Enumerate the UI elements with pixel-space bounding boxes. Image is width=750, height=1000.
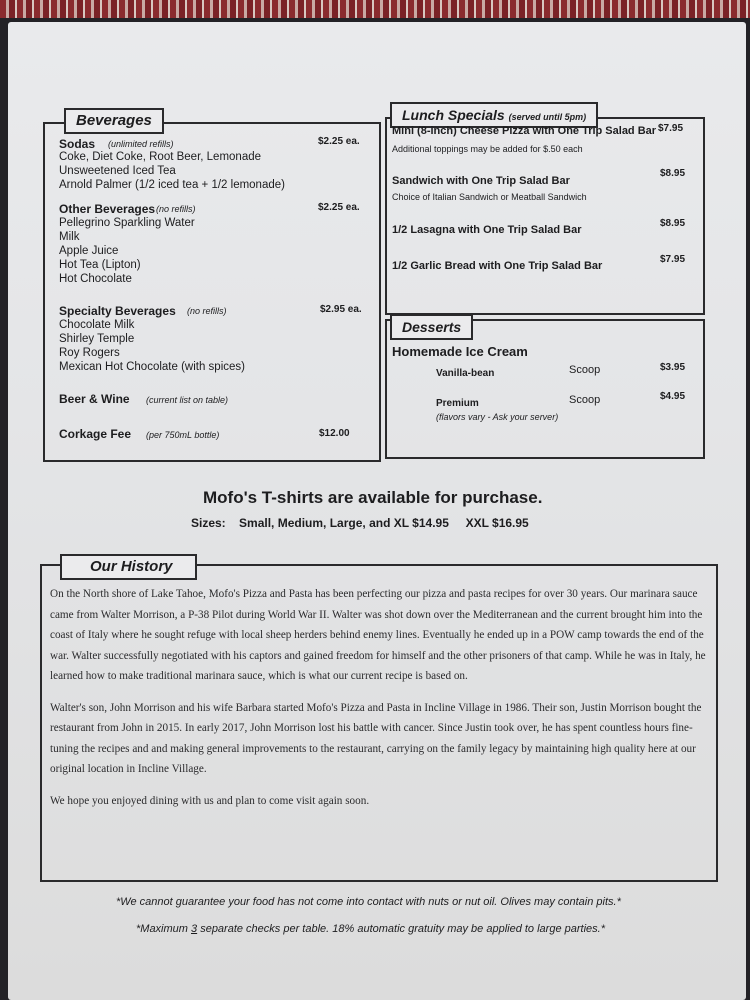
- list-item: Hot Tea (Lipton): [59, 259, 141, 271]
- list-item: Hot Chocolate: [59, 273, 132, 285]
- lunch-item-description: Additional toppings may be added for $.50 each: [392, 144, 583, 154]
- tshirts-sizes: [191, 516, 529, 530]
- desserts-title-text: Desserts: [402, 319, 462, 335]
- corkage-fee-price: $12.00: [319, 428, 350, 439]
- list-item: Chocolate Milk: [59, 319, 135, 331]
- dessert-item-note: (flavors vary - Ask your server): [436, 412, 559, 422]
- beer-wine-note: (current list on table): [146, 395, 229, 405]
- lunch-item-name: Sandwich with One Trip Salad Bar: [392, 175, 570, 187]
- lunch-item-price: $8.95: [660, 218, 686, 229]
- specialty-beverages-note: (no refills): [187, 306, 227, 316]
- beverages-title-text: Beverages: [76, 112, 152, 129]
- lunch-specials-note: (served until 5pm): [508, 112, 587, 122]
- tshirts-sizes-label: Sizes:: [191, 516, 226, 530]
- lunch-item-description: Choice of Italian Sandwich or Meatball Sandwich: [392, 192, 587, 202]
- corkage-fee-name: Corkage Fee: [59, 427, 132, 441]
- lunch-specials-title-text: Lunch Specials: [402, 107, 505, 123]
- lunch-item-name: Mini (8-inch) Cheese Pizza with One Trip Salad Bar: [392, 125, 657, 137]
- checks-disclaimer: [136, 923, 605, 935]
- beverages-title: [64, 108, 164, 134]
- nuts-disclaimer: *We cannot guarantee your food has not come into contact with nuts or nut oil. Olives may contain pits.*: [116, 896, 621, 908]
- lunch-item-name: 1/2 Lasagna with One Trip Salad Bar: [392, 224, 582, 236]
- history-title: [60, 554, 197, 580]
- sodas-name: Sodas: [59, 137, 96, 151]
- tshirts-sizes-xxl: XXL $16.95: [465, 516, 529, 530]
- history-paragraph: We hope you enjoyed dining with us and plan to come visit again soon.: [50, 794, 370, 807]
- lunch-item-price: $7.95: [658, 123, 684, 134]
- other-beverages-note: (no refills): [156, 204, 196, 214]
- history-paragraph: On the North shore of Lake Tahoe, Mofo's Pizza and Pasta has been perfecting our pizza and pasta recipes for over 30 years. Our marinara sauce came from Walter Morrison, a P-38 Pilot during World War II. Walter was shot down over the Mediterranean and the current brought him into the coast of Italy where he sought refuge with local sheep herders behind enemy lines. Eventually he ended up in a POW camp towards the end of the war. Walter successfully negotiated with his captors and gained freedom for himself and the other prisoners of that camp. While he was in Italy, he learned how to make traditional marinara sauce, which is what our current recipe is based on.: [50, 588, 706, 682]
- dessert-item-unit: Scoop: [569, 364, 601, 376]
- beer-wine-name: Beer & Wine: [59, 392, 130, 406]
- desserts-title: [390, 314, 473, 340]
- checks-disclaimer-number: 3: [191, 923, 198, 935]
- checks-disclaimer-suffix: separate checks per table. 18% automatic gratuity may be applied to large parties.*: [197, 923, 605, 935]
- history-paragraph: Walter's son, John Morrison and his wife Barbara started Mofo's Pizza and Pasta in Incline Village in 1986. Their son, Justin Morrison bought the restaurant from John in 2015. In early 2017, John Morrison lost his battle with cancer. Since Justin took over, he has spent countless hours fine-tuning the recipes and and making general improvements to the restaurant, carrying on the family legacy by maintaining high quality here at our original location in Incline Village.: [50, 701, 702, 775]
- list-item: Apple Juice: [59, 245, 119, 257]
- other-beverages-items: [59, 216, 195, 286]
- tshirts-sizes-regular: Small, Medium, Large, and XL $14.95: [239, 516, 449, 530]
- dessert-item-price: $4.95: [660, 391, 686, 402]
- list-item: Pellegrino Sparkling Water: [59, 217, 195, 229]
- list-item: Arnold Palmer (1/2 iced tea + 1/2 lemonade): [59, 179, 285, 191]
- sodas-items: [59, 150, 285, 192]
- desserts-box: [385, 319, 705, 459]
- specialty-beverages-items: [59, 318, 245, 374]
- other-beverages-name: Other Beverages: [59, 202, 156, 216]
- specialty-beverages-price: $2.95 ea.: [320, 304, 362, 315]
- lunch-item-name: 1/2 Garlic Bread with One Trip Salad Bar: [392, 260, 603, 272]
- other-beverages-price: $2.25 ea.: [318, 202, 360, 213]
- sodas-price: $2.25 ea.: [318, 136, 360, 147]
- specialty-beverages-name: Specialty Beverages: [59, 304, 176, 318]
- list-item: Unsweetened Iced Tea: [59, 165, 176, 177]
- list-item: Mexican Hot Chocolate (with spices): [59, 361, 245, 373]
- lunch-item-price: $8.95: [660, 168, 686, 179]
- tshirts-headline: Mofo's T-shirts are available for purchase.: [203, 488, 543, 507]
- history-title-text: Our History: [90, 558, 173, 575]
- menu-page: [8, 22, 746, 1000]
- sodas-note: (unlimited refills): [108, 139, 174, 149]
- corkage-fee-note: (per 750mL bottle): [146, 430, 220, 440]
- dessert-item-unit: Scoop: [569, 394, 601, 406]
- dessert-item-name: Vanilla-bean: [436, 368, 495, 379]
- checks-disclaimer-prefix: *Maximum: [136, 923, 192, 935]
- dessert-item-name: Premium: [436, 398, 479, 409]
- history-text: [50, 584, 712, 822]
- list-item: Milk: [59, 231, 80, 243]
- lunch-item-price: $7.95: [660, 254, 686, 265]
- desserts-heading: Homemade Ice Cream: [392, 344, 528, 359]
- list-item: Coke, Diet Coke, Root Beer, Lemonade: [59, 151, 262, 163]
- list-item: Shirley Temple: [59, 333, 135, 345]
- dessert-item-price: $3.95: [660, 362, 686, 373]
- list-item: Roy Rogers: [59, 347, 120, 359]
